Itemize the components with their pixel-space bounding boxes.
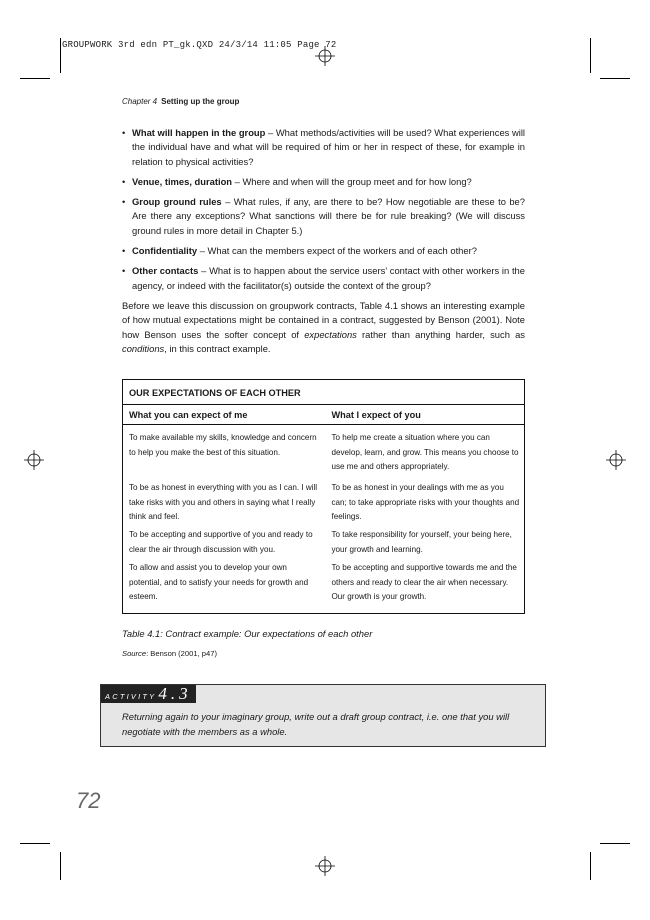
crop-mark: [60, 852, 61, 880]
table-cell: To be as honest in your dealings with me as you can; to take appropriate risks with your thoughts and feelings.: [331, 483, 520, 521]
emphasis-text: conditions: [122, 342, 165, 354]
registration-mark-icon: [24, 450, 44, 470]
intro-paragraph: [122, 299, 525, 356]
crop-mark: [600, 843, 630, 844]
table-cell: To be as honest in everything with you as I can. I will take risks with you and others in saying what I really think and feel.: [129, 483, 318, 521]
activity-number: 4.3: [158, 684, 192, 703]
paragraph-text: , in this contract example.: [164, 342, 271, 354]
registration-mark-icon: [315, 856, 335, 876]
crop-mark: [20, 843, 50, 844]
bullet-term: Venue, times, duration: [132, 175, 233, 187]
table-source: [122, 649, 217, 658]
bullet-text: – What methods/activities will be used? What experiences will the individual have and what will be required of him or her in respect of these, for example in relation to physical activities?: [132, 127, 525, 167]
list-item: • Confidentiality – What can the members expect of the workers and of each other?: [122, 245, 477, 257]
list-item: • Group ground rules – What rules, if any, are there to be? How negotiable are these to be? Are there any exceptions? What sanctions will there be for rule breaking? (We will discuss ground rules in more detail in Chapter 5.): [122, 196, 525, 236]
list-item: • Other contacts – What is to happen about the service users’ contact with other workers in the agency, or indeed with the facilitator(s) outside the context of the group?: [122, 265, 525, 291]
table-cell: To take responsibility for yourself, your being here, your growth and learning.: [331, 530, 512, 554]
emphasis-text: expectations: [304, 328, 357, 340]
column-header: What you can expect of me: [129, 409, 248, 420]
table-cell: To help me create a situation where you can develop, learn, and grow. This means you choose to use me and others appropriately.: [331, 433, 519, 471]
bullet-term: Other contacts: [132, 265, 199, 277]
list-item: • What will happen in the group – What methods/activities will be used? What experiences will the individual have and what will be required of him or her in respect of these, for example in relation to physical activities?: [122, 127, 525, 167]
crop-mark: [590, 38, 591, 73]
table-row: [123, 425, 524, 475]
table-cell: To allow and assist you to develop your own potential, and to satisfy your needs for growth and esteem.: [129, 563, 309, 601]
source-label: Source: [122, 649, 147, 658]
table-title: OUR EXPECTATIONS OF EACH OTHER: [123, 380, 524, 405]
list-item: • Venue, times, duration – Where and when will the group meet and for how long?: [122, 175, 472, 187]
table-row: [123, 475, 524, 522]
bullet-text: – What can the members expect of the workers and of each other?: [197, 245, 477, 257]
running-head: [122, 97, 239, 106]
bullet-term: Confidentiality: [132, 245, 198, 257]
activity-label: ACTIVITY: [105, 692, 157, 701]
table-caption: Table 4.1: Contract example: Our expectations of each other: [122, 628, 373, 639]
crop-mark: [20, 78, 50, 79]
table-row: [123, 555, 524, 613]
section-title: Setting up the group: [161, 97, 240, 106]
source-text: : Benson (2001, p47): [146, 649, 217, 658]
crop-mark: [60, 38, 61, 73]
crop-mark: [600, 78, 630, 79]
slug-line: GROUPWORK 3rd edn PT_gk.QXD 24/3/14 11:05 Page 72: [62, 40, 337, 50]
body-text: [122, 126, 525, 356]
contract-table: [122, 379, 525, 614]
column-header: What I expect of you: [331, 409, 421, 420]
table-cell: To be accepting and supportive of you and ready to clear the air through discussion with you.: [129, 530, 313, 554]
table-header: [123, 405, 524, 425]
bullet-text: – Where and when will the group meet and for how long?: [232, 175, 472, 187]
registration-mark-icon: [606, 450, 626, 470]
paragraph-text: rather than anything harder, such as: [356, 328, 525, 340]
registration-mark-icon: [315, 46, 335, 66]
paragraph-text: Before we leave this discussion on groupwork contracts, Table 4.1 shows an interesting example of how mutual expectations might be contained in a contract, suggested by Benson (2001). Note how Benson uses the softer concept of: [122, 299, 525, 340]
page-number: 72: [76, 788, 101, 813]
crop-mark: [590, 852, 591, 880]
bullet-term: Group ground rules: [132, 196, 222, 208]
table-cell: To make available my skills, knowledge and concern to help you make the best of this situation.: [129, 433, 317, 457]
activity-tag: [101, 685, 196, 703]
activity-text: Returning again to your imaginary group, write out a draft group contract, i.e. one that you will negotiate with the members as a whole.: [122, 711, 510, 737]
table-row: [123, 522, 524, 555]
activity-box: [100, 684, 546, 747]
bullet-list: [122, 126, 525, 293]
table-cell: To be accepting and supportive towards me and the others and ready to clear the air when necessary. Our growth is your growth.: [331, 563, 517, 601]
bullet-term: What will happen in the group: [132, 127, 266, 138]
bullet-text: – What rules, if any, are there to be? How negotiable are these to be? Are there any exceptions? What sanctions will there be for rule breaking? (We will discuss ground rules in more detail in Chapter 5.): [132, 196, 525, 236]
bullet-text: – What is to happen about the service users’ contact with other workers in the agency, or indeed with the facilitator(s) outside the context of the group?: [132, 265, 525, 291]
chapter-label: Chapter 4: [122, 97, 158, 106]
